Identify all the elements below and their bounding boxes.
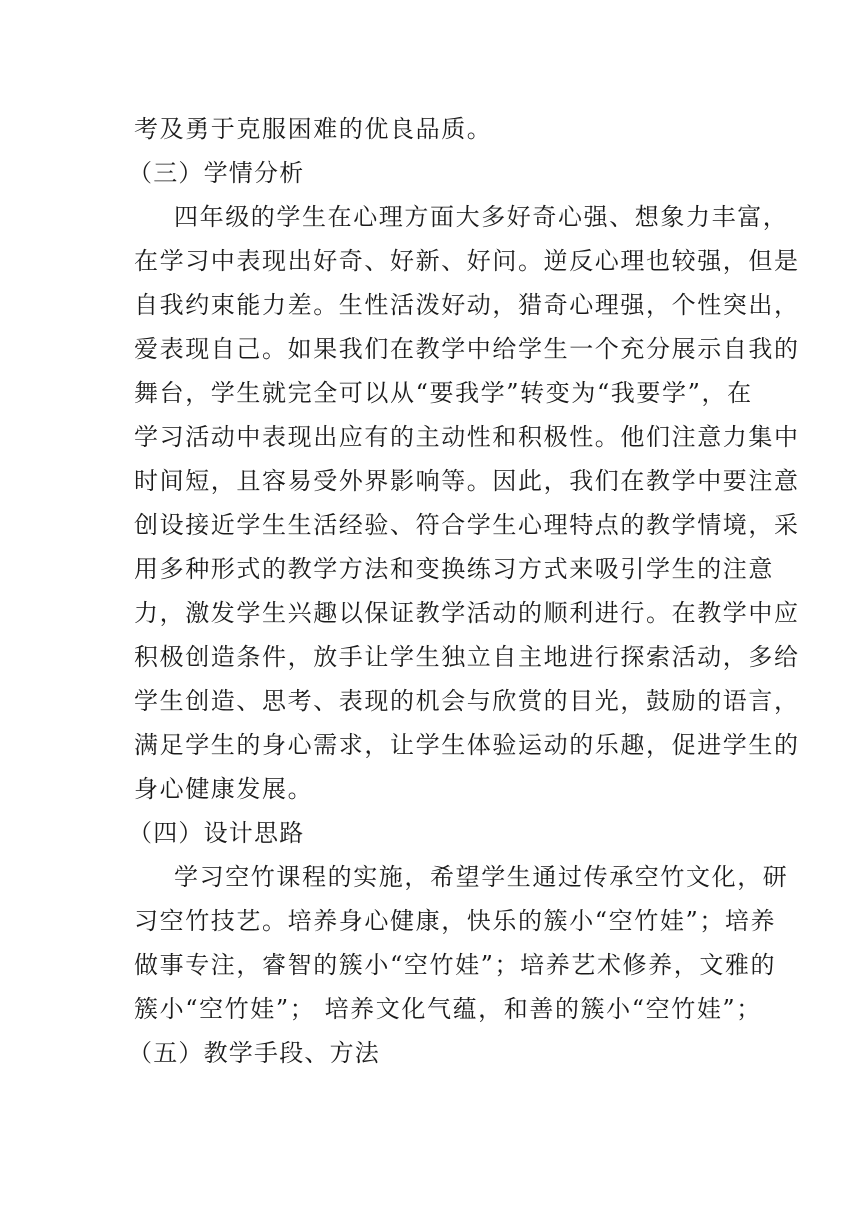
text-line-4: 在学习中表现出好奇、好新、好问。逆反心理也较强，但是	[134, 247, 800, 275]
text-line-9: 时间短，且容易受外界影响等。因此，我们在教学中要注意	[134, 467, 800, 495]
text-line-16: 身心健康发展。	[134, 775, 314, 803]
text-line-8: 学习活动中表现出应有的主动性和积极性。他们注意力集中	[134, 423, 800, 451]
text-line-1: 考及勇于克服困难的优良品质。	[134, 115, 493, 143]
section-heading-5: （五）教学手段、方法	[128, 1039, 380, 1067]
section-heading-4: （四）设计思路	[128, 819, 305, 847]
text-line-11: 用多种形式的教学方法和变换练习方式来吸引学生的注意	[134, 555, 774, 583]
text-line-10: 创设接近学生生活经验、符合学生心理特点的教学情境，采	[134, 511, 800, 539]
text-line-12: 力，激发学生兴趣以保证教学活动的顺利进行。在教学中应	[134, 599, 800, 627]
text-line-20: 做事专注，睿智的簇小“空竹娃”；培养艺术修养，文雅的	[134, 951, 777, 979]
text-line-6: 爱表现自己。如果我们在教学中给学生一个充分展示自我的	[134, 335, 800, 363]
text-line-5: 自我约束能力差。生性活泼好动，猎奇心理强，个性突出，	[134, 291, 800, 319]
section-heading-3: （三）学情分析	[128, 159, 305, 187]
text-line-3: 四年级的学生在心理方面大多好奇心强、想象力丰富，	[174, 203, 789, 231]
text-line-14: 学生创造、思考、表现的机会与欣赏的目光，鼓励的语言，	[134, 687, 800, 715]
text-line-13: 积极创造条件，放手让学生独立自主地进行探索活动，多给	[134, 643, 800, 671]
text-line-21: 簇小“空竹娃”； 培养文化气蕴，和善的簇小“空竹娃”；	[134, 995, 762, 1023]
text-line-19: 习空竹技艺。培养身心健康，快乐的簇小“空竹娃”；培养	[134, 907, 777, 935]
text-line-15: 满足学生的身心需求，让学生体验运动的乐趣，促进学生的	[134, 731, 800, 759]
text-line-7: 舞台，学生就完全可以从“要我学”转变为“我要学”，在	[134, 379, 753, 407]
text-line-18: 学习空竹课程的实施，希望学生通过传承空竹文化，研	[174, 863, 789, 891]
